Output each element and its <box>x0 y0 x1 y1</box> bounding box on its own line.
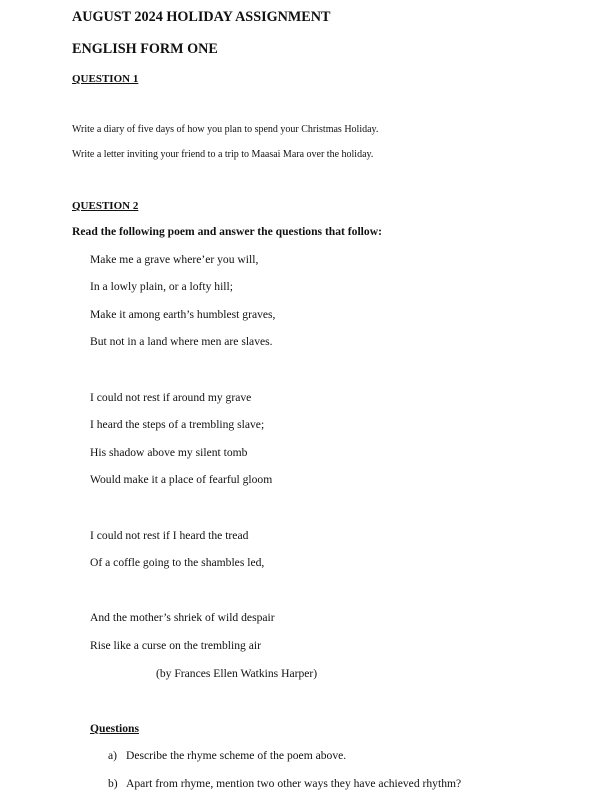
question-1-item: Write a diary of five days of how you plan to spend your Christmas Holiday. <box>72 124 379 135</box>
question-text: Apart from rhyme, mention two other ways they have achieved rhythm? <box>126 777 462 790</box>
poem-attribution: (by Frances Ellen Watkins Harper) <box>156 667 318 680</box>
poem-line: Of a coffle going to the shambles led, <box>90 556 265 569</box>
question-1-heading: QUESTION 1 <box>72 73 139 85</box>
question-2-instruction: Read the following poem and answer the questions that follow: <box>72 225 382 238</box>
document-title: AUGUST 2024 HOLIDAY ASSIGNMENT <box>72 9 331 25</box>
poem-line: I could not rest if I heard the tread <box>90 529 249 542</box>
poem-line: His shadow above my silent tomb <box>90 446 248 459</box>
poem-line: I could not rest if around my grave <box>90 391 252 404</box>
poem-line: I heard the steps of a trembling slave; <box>90 418 265 431</box>
document-subtitle: ENGLISH FORM ONE <box>72 41 218 57</box>
poem-line: Would make it a place of fearful gloom <box>90 473 273 486</box>
questions-heading: Questions <box>90 722 139 735</box>
poem-line: Make it among earth’s humblest graves, <box>90 308 276 321</box>
question-item <box>108 777 461 790</box>
poem-line: Make me a grave where’er you will, <box>90 253 259 266</box>
question-2-heading: QUESTION 2 <box>72 200 139 212</box>
question-label: a) <box>108 749 118 762</box>
question-label: b) <box>108 777 118 790</box>
question-1-item: Write a letter inviting your friend to a trip to Maasai Mara over the holiday. <box>72 149 374 160</box>
poem-line: Rise like a curse on the trembling air <box>90 639 261 652</box>
poem-line: In a lowly plain, or a lofty hill; <box>90 280 233 293</box>
poem-line: And the mother’s shriek of wild despair <box>90 611 275 624</box>
question-text: Describe the rhyme scheme of the poem above. <box>126 749 347 762</box>
question-item <box>108 749 346 762</box>
poem-line: But not in a land where men are slaves. <box>90 335 273 348</box>
